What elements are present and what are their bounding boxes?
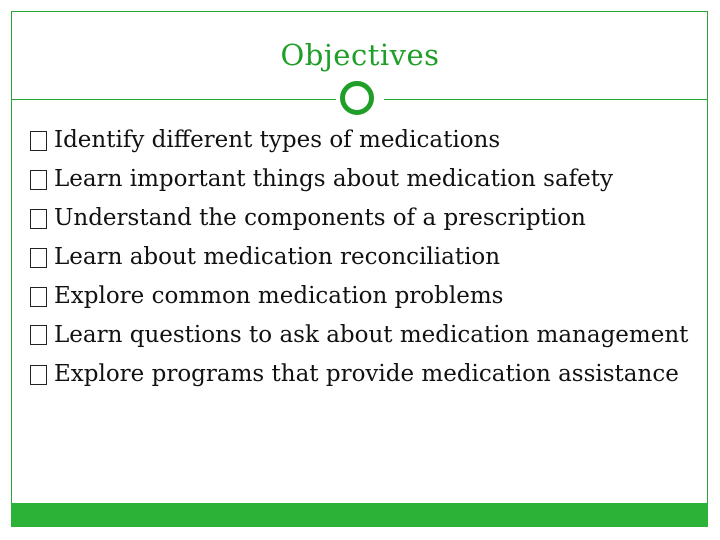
title-divider-right	[384, 99, 708, 100]
list-item-text: Learn questions to ask about medication management	[54, 322, 689, 348]
bullet-box-icon	[30, 325, 47, 345]
bullet-box-icon	[30, 287, 47, 307]
footer-bar	[11, 503, 708, 527]
bullet-box-icon	[30, 248, 47, 268]
list-item	[30, 160, 700, 199]
objectives-list	[30, 121, 700, 394]
list-item	[30, 121, 700, 160]
list-item-text: Understand the components of a prescription	[54, 205, 586, 231]
list-item	[30, 238, 700, 277]
list-item-text: Explore common medication problems	[54, 283, 504, 309]
title-divider-left	[11, 99, 336, 100]
bullet-box-icon	[30, 365, 47, 385]
bullet-box-icon	[30, 170, 47, 190]
list-item	[30, 316, 700, 355]
list-item-text: Learn important things about medication safety	[54, 166, 614, 192]
list-item	[30, 277, 700, 316]
list-item	[30, 355, 700, 394]
list-item-text: Explore programs that provide medication assistance	[54, 361, 679, 387]
list-item-text: Identify different types of medications	[54, 127, 501, 153]
bullet-box-icon	[30, 209, 47, 229]
circle-ornament-icon	[340, 81, 374, 115]
slide-title: Objectives	[280, 38, 440, 72]
bullet-box-icon	[30, 131, 47, 151]
list-item	[30, 199, 700, 238]
list-item-text: Learn about medication reconciliation	[54, 244, 501, 270]
